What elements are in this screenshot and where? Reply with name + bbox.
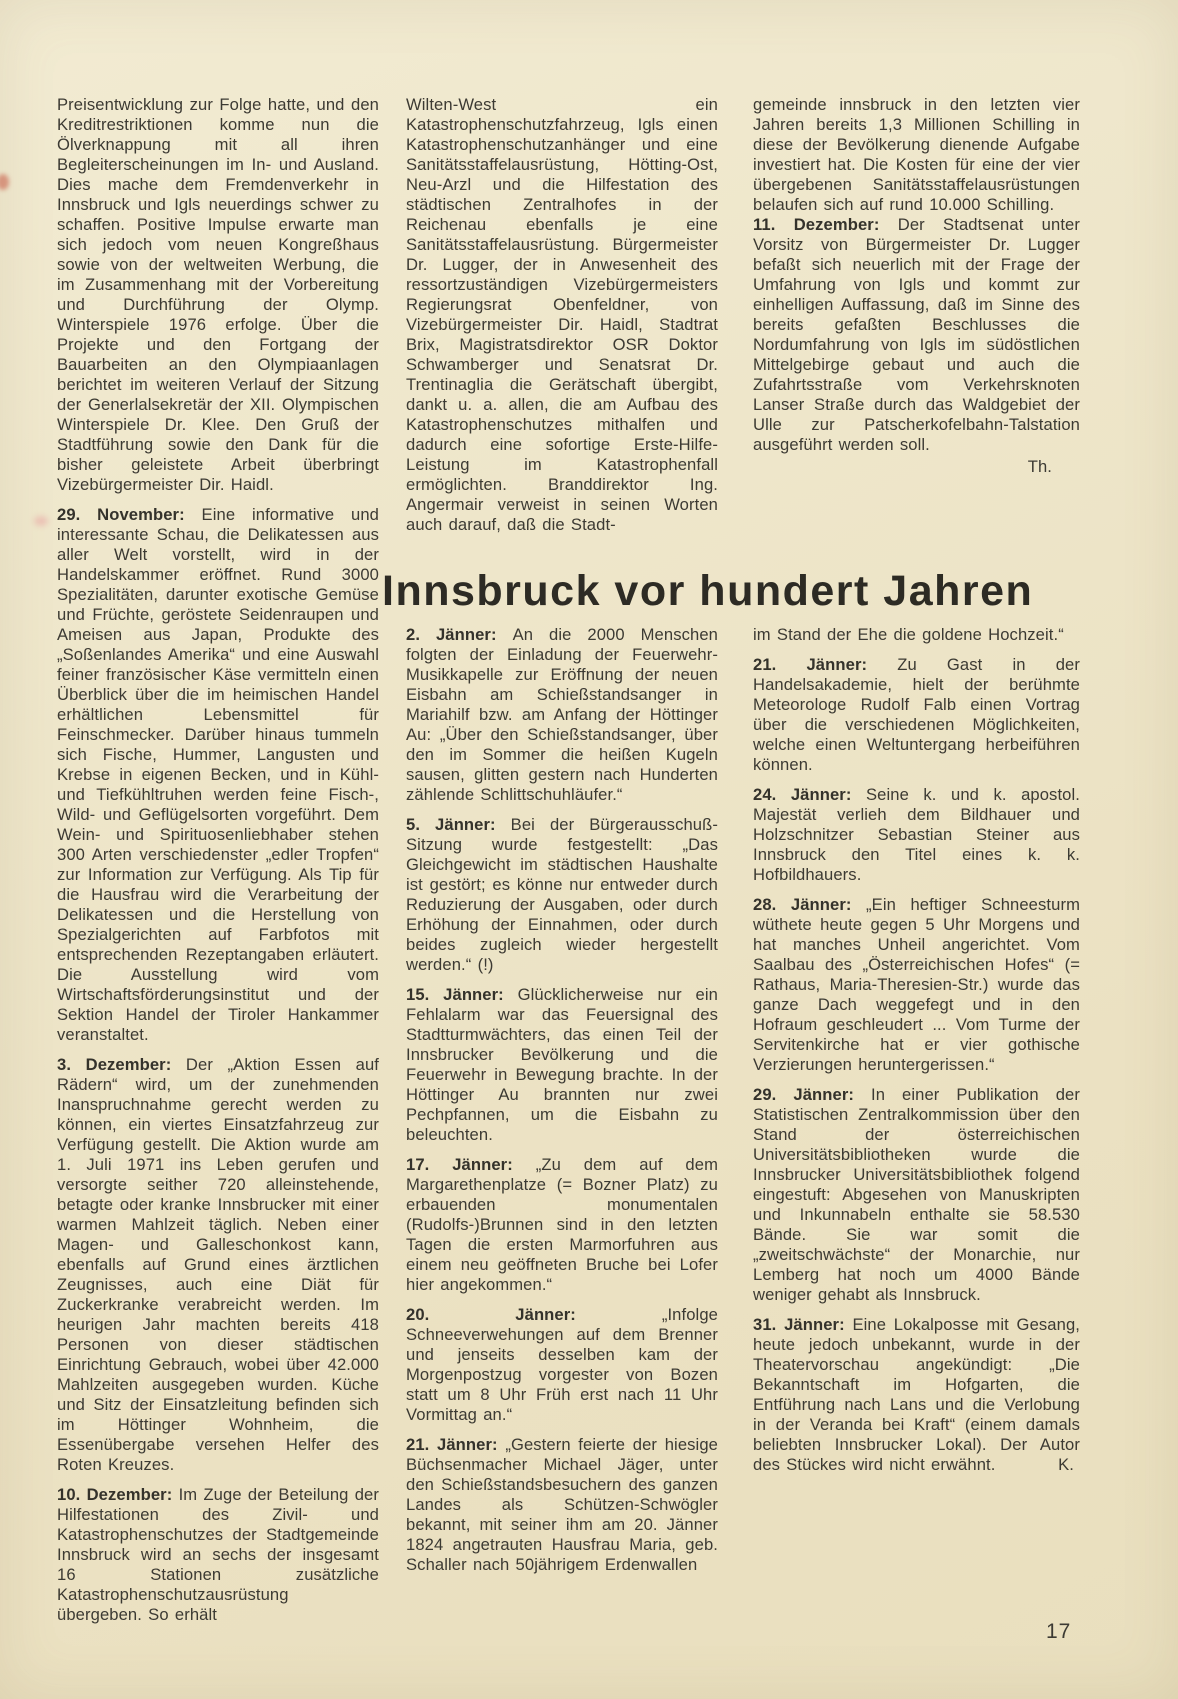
date-label: 24. Jänner: (753, 785, 866, 804)
date-label: 28. Jänner: (753, 895, 867, 914)
date-label: 29. Jänner: (753, 1085, 871, 1104)
paragraph: 2. Jänner: An die 2000 Menschen folgten der Einladung der Feuerwehr-Musikkapelle zur Eröffnung der neuen Eisbahn am Schießstandsanger in Mariahilf bzw. am Anfang der Höttinger Au: „Über den Schießstandsanger, über den im Sommer die heißen Kugeln sausen, glitten gestern nach Hunderten zählende Schlittschuhläufer.“ (406, 625, 718, 804)
paragraph: 3. Dezember: Der „Aktion Essen auf Rädern“ wird, um der zunehmenden Inanspruchnahme gerecht werden zu können, ein viertes Einsatzfahrzeug zur Verfügung gestellt. Die Aktion wurde am 1. Juli 1971 ins Leben gerufen und versorgte seither 720 alleinstehende, betagte oder kranke Innsbrucker mit einer warmen Mahlzeit täglich. Neben einer Magen- und Galleschonkost kann, ebenfalls auf Grund eines ärztlichen Zeugnisses, auch eine Diät für Zuckerkranke verabreicht werden. Im heurigen Jahr machten bereits 418 Personen von dieser städtischen Einrichtung Gebrauch, wobei über 42.000 Mahlzeiten ausgegeben wurden. Küche und Sitz der Einsatzleitung befinden sich im Höttinger Wohnheim, die Essenübergabe versehen Helfer des Roten Kreuzes. (57, 1055, 379, 1474)
paragraph: 28. Jänner: „Ein heftiger Schneesturm wüthete heute gegen 5 Uhr Morgens und hat manches Unheil angerichtet. Vom Saalbau des „Österreichischen Hofes“ (= Rathaus, Maria-Theresien-Str.) wurde das ganze Dach weggefegt und in den Hofraum geschleudert ... Vom Turme der Servitenkirche hat er vier gothische Verzierungen heruntergerissen.“ (753, 895, 1080, 1074)
date-label: 10. Dezember: (57, 1485, 179, 1504)
paragraph: 10. Dezember: Im Zuge der Beteilung der Hilfestationen des Zivil- und Katastrophenschutzes der Stadtgemeinde Innsbruck wird an sechs der insgesamt 16 Stationen zusätzliche Katastrophenschutzausrüstung übergeben. So erhält (57, 1485, 380, 1624)
paragraph: 11. Dezember: Der Stadtsenat unter Vorsitz von Bürgermeister Dr. Lugger befaßt sich neuerlich mit der Frage der Umfahrung von Igls und kommt zur einhelligen Auffassung, daß im Sinne des bereits gefaßten Beschlusses die Nordumfahrung von Igls im südöstlichen Mittelgebirge gebaut und auch die Zufahrtsstraße vom Verkehrsknoten Lanser Straße durch das Waldgebiet der Ulle zur Patscherkofelbahn-Talstation ausgeführt werden soll. (753, 215, 1080, 454)
author-initials-k: K. (1058, 1455, 1074, 1474)
date-label: 20. Jänner: (406, 1305, 662, 1324)
paragraph: 17. Jänner: „Zu dem auf dem Margarethenplatze (= Bozner Platz) zu erbauenden monumentalen (Rudolfs-)Brunnen sind in den letzten Tagen die ersten Marmorfuhren aus einem neu geöffneten Bruche bei Lofer hier angekommen.“ (406, 1155, 718, 1294)
text-column-right-bottom (753, 625, 1080, 1475)
text-column-right-top (753, 95, 1080, 477)
paragraph: 5. Jänner: Bei der Bürgerausschuß-Sitzung wurde festgestellt: „Das Gleichgewicht im städtischen Haushalte ist gestört; es könne nur entweder durch Reduzierung der Ausgaben, oder durch Erhöhung der Einnahmen, oder durch beides zugleich wieder hergestellt werden.“ (!) (406, 815, 718, 974)
paragraph: 29. November: Eine informative und interessante Schau, die Delikatessen aus aller Welt vorstellt, wird in der Handelskammer eröffnet. Rund 3000 Spezialitäten, darunter exotische Gemüse und Früchte, geröstete Seidenraupen und Ameisen aus Japan, Produkte des „Soßenlandes Amerika“ und eine Auswahl feiner französischer Käse vermitteln einen Überblick über die im heimischen Handel erhältlichen Lebensmittel für Feinschmecker. Darüber hinaus tummeln sich Fische, Hummer, Langusten und Krebse in eigenen Becken, und in Kühl- und Tiefkühltruhen werden feine Fisch-, Wild- und Geflügelsorten vorgeführt. Dem Wein- und Spirituosenliebhaber stehen 300 Arten verschiedenster „edler Tropfen“ zur Information zur Verfügung. Als Tip für die Hausfrau wird die Verarbeitung der Delikatessen und die Herstellung von Spezialgerichten auf Farbfotos mit entsprechenden Rezeptangaben erläutert. Die Ausstellung wird vom Wirtschaftsförderungsinstitut und der Sektion Handel der Tiroler Hankammer veranstaltet. (57, 505, 379, 1044)
text-column-left (57, 95, 379, 1625)
paragraph: 29. Jänner: In einer Publikation der Statistischen Zentralkommission über den Stand der österreichischen Universitätsbibliotheken wurde die Innsbrucker Universitätsbibliothek folgend eingestuft: Abgesehen von Manuskripten und Inkunnabeln enthalte sie 58.530 Bände. Sie war somit die „zweitschwächste“ der Monarchie, nur Lemberg hat noch um 4000 Bände weniger gehabt als Innsbruck. (753, 1085, 1080, 1304)
date-label: 15. Jänner: (406, 985, 518, 1004)
paragraph: 21. Jänner: Zu Gast in der Handelsakademie, hielt der berühmte Meteorologe Rudolf Falb einen Vortrag über die verschiedenen Möglichkeiten, welche einen Weltuntergang herbeiführen können. (753, 655, 1080, 774)
text-column-middle-top (406, 95, 718, 535)
page-number: 17 (1046, 1620, 1072, 1643)
paragraph: Wilten-West ein Katastrophenschutzfahrzeug, Igls einen Katastrophenschutzanhänger und eine Sanitätsstaffelausrüstung, Hötting-Ost, Neu-Arzl und die Hilfestation des städtischen Zentralhofes in der Reichenau ebenfalls je eine Sanitätsstaffelausrüstung. Bürgermeister Dr. Lugger, der in Anwesenheit des ressortzuständigen Vizebürgermeisters Regierungsrat Obenfeldner, von Vizebürgermeister Dir. Haidl, Stadtrat Brix, Magistratsdirektor OSR Doktor Schwamberger und Senatsrat Dr. Trentinaglia die Gerätschaft übergibt, dankt u. a. allen, die am Aufbau des Katastrophenschutzes mithalfen und dadurch eine sofortige Erste-Hilfe-Leistung im Katastrophenfall ermöglichten. Branddirektor Ing. Angermair verweist in seinen Worten auch darauf, daß die Stadt- (406, 95, 718, 534)
scan-smudge (34, 516, 48, 526)
paragraph: gemeinde innsbruck in den letzten vier Jahren bereits 1,3 Millionen Schilling in diese der Bevölkerung dienende Aufgabe investiert hat. Die Kosten für eine der vier übergebenen Sanitätsstaffelausrüstungen belaufen sich auf rund 10.000 Schilling. (753, 95, 1080, 214)
date-label: 31. Jänner: (753, 1315, 853, 1334)
date-label: 21. Jänner: (406, 1435, 506, 1454)
paragraph: 31. Jänner: Eine Lokalposse mit Gesang, heute jedoch unbekannt, wurde in der Theatervorschau angekündigt: „Die Bekanntschaft im Hofgarten, die Entführung nach Lans und die Verlobung in der Veranda bei Kraft“ (einem damals beliebten Innsbrucker Lokal). Der Autor des Stückes wird nicht erwähnt. K. (753, 1315, 1080, 1474)
paragraph: 20. Jänner: „Infolge Schneeverwehungen auf dem Brenner und jenseits desselben kam der Morgenpostzug vorgester von Bozen statt um 8 Uhr Früh erst nach 11 Uhr Vormittag an.“ (406, 1305, 718, 1424)
date-label: 21. Jänner: (753, 655, 898, 674)
paragraph: 21. Jänner: „Gestern feierte der hiesige Büchsenmacher Michael Jäger, unter den Schießstandsbesuchern des ganzen Landes als Schützen-Schwögler bekannt, mit seiner ihm am 20. Jänner 1824 angetrauten Hausfrau Maria, geb. Schaller nach 50jährigem Erdenwallen (406, 1435, 718, 1574)
date-label: 11. Dezember: (753, 215, 898, 234)
date-label: 3. Dezember: (57, 1055, 186, 1074)
scan-smudge (0, 174, 9, 190)
date-label: 29. November: (57, 505, 202, 524)
paragraph: 24. Jänner: Seine k. und k. apostol. Majestät verlieh dem Bildhauer und Holzschnitzer Sebastian Steiner aus Innsbruck den Titel eines k. k. Hofbildhauers. (753, 785, 1080, 884)
paragraph: Preisentwicklung zur Folge hatte, und den Kreditrestriktionen komme nun die Ölverknappung mit all ihren Begleiterscheinungen im In- und Ausland. Dies mache dem Fremdenverkehr in Innsbruck und Igls neuerdings schwer zu schaffen. Positive Impulse erwarte man sich jedoch vom neuen Kongreßhaus sowie von der weltweiten Werbung, die im Zusammenhang mit der Vorbereitung und Durchführung der Olymp. Winterspiele 1976 erfolge. Über die Projekte und den Fortgang der Bauarbeiten an den Olympiaanlagen berichtet im weiteren Verlauf der Sitzung der Generlalsekretär der XII. Olympischen Winterspiele Dr. Klee. Den Gruß der Stadtführung sowie den Dank für die bisher geleistete Arbeit überbringt Vizebürgermeister Dir. Haidl. (57, 95, 379, 494)
text-column-middle-bottom (406, 625, 718, 1575)
date-label: 17. Jänner: (406, 1155, 536, 1174)
section-headline: Innsbruck vor hundert Jahren (382, 566, 1034, 615)
author-initials-th: Th. (1027, 457, 1052, 476)
paragraph: im Stand der Ehe die goldene Hochzeit.“ (753, 625, 1064, 644)
date-label: 5. Jänner: (406, 815, 511, 834)
paragraph-container (753, 95, 1080, 455)
date-label: 2. Jänner: (406, 625, 513, 644)
paragraph: 15. Jänner: Glücklicherweise nur ein Fehlalarm war das Feuersignal des Stadtturmwächters, das einen Teil der Innsbrucker Bevölkerung und die Feuerwehr in Bewegung brachte. In der Höttinger Au brannten nur zwei Pechpfannen, um die Eisbahn zu beleuchten. (406, 985, 718, 1144)
